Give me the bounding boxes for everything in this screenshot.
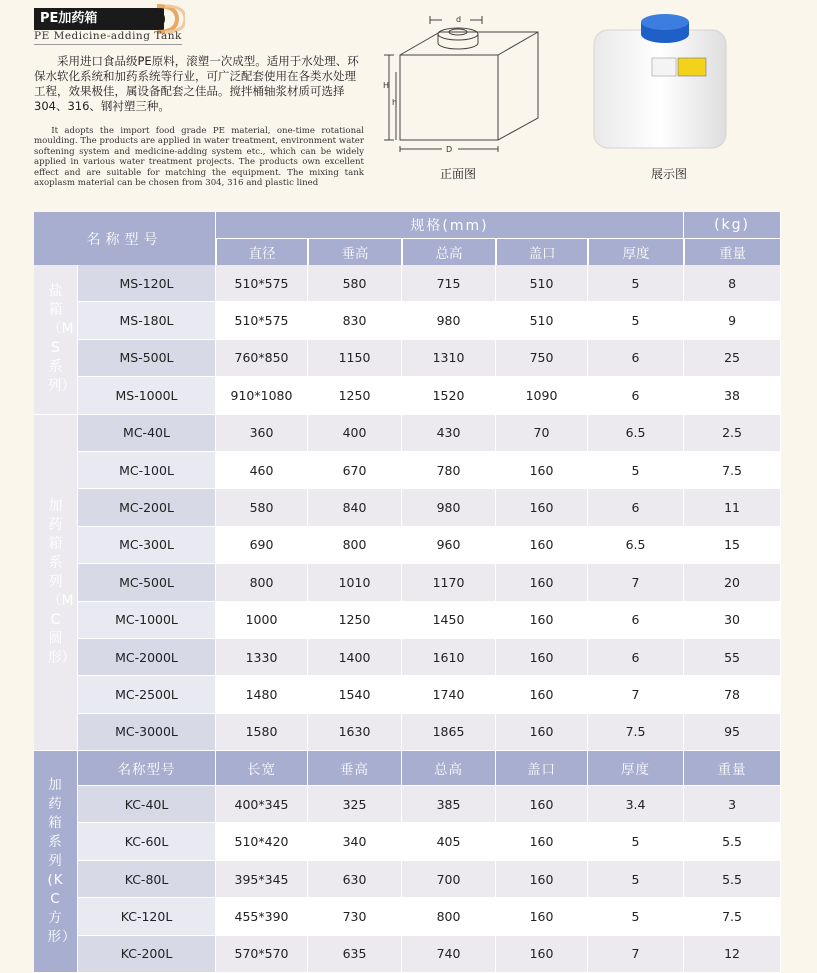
height-cell: 1010 [308, 564, 402, 601]
group-label-ms: 盐箱（MS系列） [34, 265, 78, 415]
model-cell: MS-1000L [78, 377, 216, 414]
total-height-cell: 715 [402, 265, 496, 302]
thickness-cell: 7 [588, 936, 684, 973]
size-cell: 510*420 [216, 823, 308, 860]
dim-h-label: h [392, 98, 398, 107]
height-cell: 1250 [308, 377, 402, 414]
table-row [34, 265, 781, 302]
height-cell: 830 [308, 302, 402, 339]
weight-cell: 25 [684, 340, 781, 377]
page-title: PE加药箱 [34, 8, 164, 30]
table-row [34, 527, 781, 564]
weight-cell: 55 [684, 639, 781, 676]
col-header-diameter: 直径 [216, 238, 308, 265]
thickness-cell: 6 [588, 489, 684, 526]
table-row [34, 377, 781, 414]
model-cell: KC-80L [78, 861, 216, 898]
weight-cell: 8 [684, 265, 781, 302]
thickness-cell: 5 [588, 452, 684, 489]
model-cell: MC-2500L [78, 676, 216, 713]
col-header-weight: 重量 [684, 238, 781, 265]
thickness-cell: 7 [588, 564, 684, 601]
front-view-caption: 正面图 [440, 167, 477, 181]
col-header-thickness: 厚度 [588, 238, 684, 265]
table-row [34, 302, 781, 339]
size-cell: 570*570 [216, 936, 308, 973]
table-row [34, 489, 781, 526]
thickness-cell: 6 [588, 377, 684, 414]
weight-cell: 20 [684, 564, 781, 601]
model-cell: MC-2000L [78, 639, 216, 676]
thickness-cell: 6 [588, 602, 684, 639]
diameter-cell: 1580 [216, 714, 308, 751]
total-height-cell: 430 [402, 415, 496, 452]
model-cell: KC-200L [78, 936, 216, 973]
front-view-drawing [378, 10, 558, 160]
total-height-cell: 1610 [402, 639, 496, 676]
model-cell: MS-500L [78, 340, 216, 377]
weight-cell: 9 [684, 302, 781, 339]
dim-H-label: H [383, 81, 390, 90]
total-height-cell: 700 [402, 861, 496, 898]
diameter-cell: 1330 [216, 639, 308, 676]
thickness-cell: 6.5 [588, 415, 684, 452]
total-height-cell: 980 [402, 489, 496, 526]
dim-D-label: D [446, 145, 453, 154]
weight-cell: 11 [684, 489, 781, 526]
height-cell: 1630 [308, 714, 402, 751]
table-row [34, 676, 781, 713]
height-cell: 840 [308, 489, 402, 526]
model-cell: MC-500L [78, 564, 216, 601]
total-height-cell: 405 [402, 823, 496, 860]
tank-photo [590, 12, 730, 152]
lid-cell: 160 [496, 936, 588, 973]
model-cell: KC-120L [78, 898, 216, 935]
weight-cell: 2.5 [684, 415, 781, 452]
size-cell: 395*345 [216, 861, 308, 898]
model-cell: MC-40L [78, 415, 216, 452]
thickness-cell: 6 [588, 639, 684, 676]
thickness-cell: 6.5 [588, 527, 684, 564]
weight-cell: 30 [684, 602, 781, 639]
thickness-cell: 6 [588, 340, 684, 377]
diameter-cell: 510*575 [216, 302, 308, 339]
lid-cell: 160 [496, 786, 588, 823]
table-row [34, 936, 781, 973]
model-cell: MC-200L [78, 489, 216, 526]
thickness-cell: 5 [588, 861, 684, 898]
total-height-cell: 980 [402, 302, 496, 339]
kc-col-header-thickness: 厚度 [588, 751, 684, 786]
size-cell: 455*390 [216, 898, 308, 935]
table-row [34, 639, 781, 676]
model-cell: MC-1000L [78, 602, 216, 639]
diameter-cell: 360 [216, 415, 308, 452]
lid-cell: 160 [496, 564, 588, 601]
lid-cell: 160 [496, 861, 588, 898]
weight-cell: 95 [684, 714, 781, 751]
diameter-cell: 1000 [216, 602, 308, 639]
height-cell: 400 [308, 415, 402, 452]
total-height-cell: 1740 [402, 676, 496, 713]
page-subtitle: PE Medicine-adding Tank [34, 30, 182, 42]
col-header-lid: 盖口 [496, 238, 588, 265]
thickness-cell: 3.4 [588, 786, 684, 823]
total-height-cell: 1865 [402, 714, 496, 751]
table-row [34, 452, 781, 489]
lid-cell: 1090 [496, 377, 588, 414]
height-cell: 1250 [308, 602, 402, 639]
weight-cell: 3 [684, 786, 781, 823]
model-cell: MC-100L [78, 452, 216, 489]
total-height-cell: 960 [402, 527, 496, 564]
height-cell: 1400 [308, 639, 402, 676]
col-header-total-height: 总高 [402, 238, 496, 265]
weight-cell: 12 [684, 936, 781, 973]
diameter-cell: 1480 [216, 676, 308, 713]
subtitle-divider [34, 44, 182, 45]
kc-col-header-model: 名称型号 [78, 751, 216, 786]
lid-cell: 70 [496, 415, 588, 452]
table-row [34, 340, 781, 377]
model-cell: KC-60L [78, 823, 216, 860]
lid-cell: 160 [496, 676, 588, 713]
table-row [34, 861, 781, 898]
thickness-cell: 7 [588, 676, 684, 713]
table-row [34, 564, 781, 601]
height-cell: 635 [308, 936, 402, 973]
thickness-cell: 5 [588, 302, 684, 339]
table-row [34, 714, 781, 751]
table-row [34, 786, 781, 823]
group-label-mc: 加药箱系列（MC圆形） [34, 415, 78, 752]
total-height-cell: 1450 [402, 602, 496, 639]
weight-cell: 78 [684, 676, 781, 713]
table-row [34, 823, 781, 860]
total-height-cell: 740 [402, 936, 496, 973]
lid-cell: 160 [496, 489, 588, 526]
lid-cell: 160 [496, 714, 588, 751]
lid-cell: 160 [496, 898, 588, 935]
kc-col-header-weight: 重量 [684, 751, 781, 786]
diameter-cell: 510*575 [216, 265, 308, 302]
thickness-cell: 7.5 [588, 714, 684, 751]
weight-cell: 5.5 [684, 861, 781, 898]
group-label-kc: 加药箱系列(KC方形） [34, 751, 78, 973]
total-height-cell: 385 [402, 786, 496, 823]
diameter-cell: 580 [216, 489, 308, 526]
lid-cell: 160 [496, 452, 588, 489]
table-row [34, 602, 781, 639]
spec-table [34, 212, 781, 973]
height-cell: 1150 [308, 340, 402, 377]
size-cell: 400*345 [216, 786, 308, 823]
height-cell: 580 [308, 265, 402, 302]
lid-cell: 160 [496, 823, 588, 860]
total-height-cell: 780 [402, 452, 496, 489]
total-height-cell: 800 [402, 898, 496, 935]
thickness-cell: 5 [588, 823, 684, 860]
spec-group-header: 规格(mm) [216, 212, 684, 238]
kc-header-row [34, 751, 781, 786]
weight-unit-header: (kg) [684, 212, 781, 238]
height-cell: 340 [308, 823, 402, 860]
kc-col-header-lid: 盖口 [496, 751, 588, 786]
lid-cell: 160 [496, 602, 588, 639]
model-cell: MC-300L [78, 527, 216, 564]
height-cell: 1540 [308, 676, 402, 713]
model-column-header: 名称型号 [34, 212, 216, 265]
model-cell: MS-120L [78, 265, 216, 302]
diameter-cell: 910*1080 [216, 377, 308, 414]
diameter-cell: 690 [216, 527, 308, 564]
dim-d-label: d [456, 15, 462, 24]
description-en: It adopts the import food grade PE material, one-time rotational moulding. The products are applied in water treatment, environment water softening system and medicine-adding system etc., which can be widely applied in various water treatment projects. The products own excellent effect and are suitable for matching the equipment. The mixing tank axoplasm material can be chosen from 304, 316 and plastic lined [34, 126, 364, 189]
description-cn: 采用进口食品级PE原料，滚塑一次成型。适用于水处理、环保水软化系统和加药系统等行业，可广泛配套使用在各类水处理工程，效果极佳，属设备配套之佳品。搅拌桶轴浆材质可选择304、316、钢衬塑三种。 [34, 54, 359, 113]
lid-cell: 160 [496, 527, 588, 564]
kc-col-header-total-height: 总高 [402, 751, 496, 786]
weight-cell: 7.5 [684, 452, 781, 489]
lid-cell: 160 [496, 639, 588, 676]
kc-col-header-height: 垂高 [308, 751, 402, 786]
weight-cell: 5.5 [684, 823, 781, 860]
weight-cell: 7.5 [684, 898, 781, 935]
thickness-cell: 5 [588, 898, 684, 935]
lid-cell: 510 [496, 265, 588, 302]
height-cell: 630 [308, 861, 402, 898]
total-height-cell: 1520 [402, 377, 496, 414]
diameter-cell: 460 [216, 452, 308, 489]
height-cell: 670 [308, 452, 402, 489]
total-height-cell: 1170 [402, 564, 496, 601]
kc-col-header-size: 长宽 [216, 751, 308, 786]
display-view-caption: 展示图 [651, 167, 688, 181]
total-height-cell: 1310 [402, 340, 496, 377]
model-cell: MS-180L [78, 302, 216, 339]
col-header-height: 垂高 [308, 238, 402, 265]
weight-cell: 38 [684, 377, 781, 414]
height-cell: 325 [308, 786, 402, 823]
height-cell: 730 [308, 898, 402, 935]
lid-cell: 510 [496, 302, 588, 339]
thickness-cell: 5 [588, 265, 684, 302]
lid-cell: 750 [496, 340, 588, 377]
height-cell: 800 [308, 527, 402, 564]
diameter-cell: 800 [216, 564, 308, 601]
table-row [34, 898, 781, 935]
model-cell: MC-3000L [78, 714, 216, 751]
model-cell: KC-40L [78, 786, 216, 823]
weight-cell: 15 [684, 527, 781, 564]
diameter-cell: 760*850 [216, 340, 308, 377]
table-row [34, 415, 781, 452]
